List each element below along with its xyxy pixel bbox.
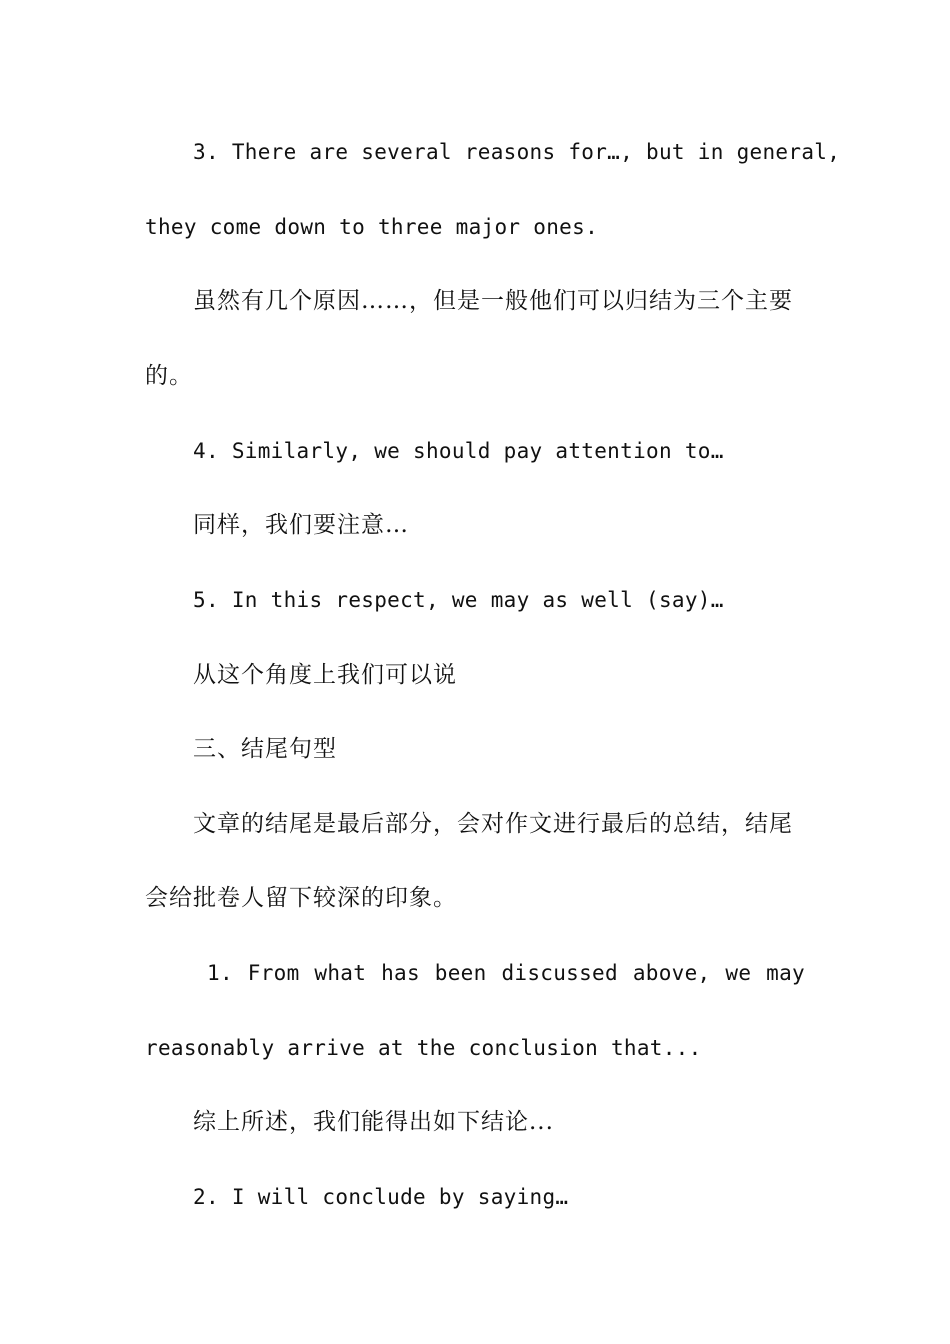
item-4-chinese: 同样，我们要注意… bbox=[193, 512, 409, 538]
word: From bbox=[247, 961, 300, 985]
word: above, bbox=[632, 961, 711, 985]
item-3-chinese-line-2: 的。 bbox=[145, 363, 193, 389]
word: may bbox=[766, 961, 805, 985]
intro-paragraph-line-1: 文章的结尾是最后部分，会对作文进行最后的总结，结尾 bbox=[193, 811, 793, 837]
item-5-chinese: 从这个角度上我们可以说 bbox=[193, 662, 457, 688]
word: we bbox=[725, 961, 752, 985]
item-3-chinese-line-1: 虽然有几个原因……，但是一般他们可以归结为三个主要 bbox=[193, 288, 793, 314]
ending-1-english-line-1 bbox=[207, 958, 805, 988]
item-3-english-line-2: they come down to three major ones. bbox=[145, 215, 599, 239]
ending-1-english-line-2: reasonably arrive at the conclusion that... bbox=[145, 1036, 702, 1060]
word: been bbox=[434, 961, 487, 985]
word: discussed bbox=[501, 961, 618, 985]
ending-1-chinese: 综上所述，我们能得出如下结论... bbox=[193, 1109, 554, 1135]
intro-paragraph-line-2: 会给批卷人留下较深的印象。 bbox=[145, 885, 457, 911]
item-5-english: 5. In this respect, we may as well (say)… bbox=[193, 588, 724, 612]
word: 1. bbox=[207, 961, 233, 985]
section-heading: 三、结尾句型 bbox=[193, 736, 337, 762]
word: has bbox=[381, 961, 420, 985]
item-4-english: 4. Similarly, we should pay attention to… bbox=[193, 439, 724, 463]
item-3-english-line-1: 3. There are several reasons for…, but in general, bbox=[193, 140, 841, 164]
word: what bbox=[314, 961, 367, 985]
ending-2-english: 2. I will conclude by saying… bbox=[193, 1185, 569, 1209]
